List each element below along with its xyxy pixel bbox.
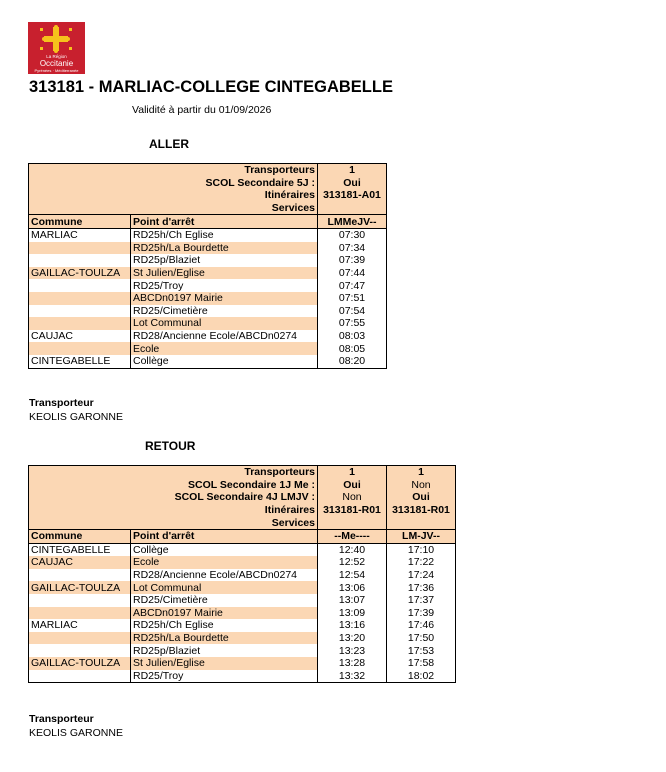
retour-col2-itineraire: 313181-R01 xyxy=(387,504,456,517)
stop-cell: Collège xyxy=(131,543,318,556)
retour-col1-transporteur: 1 xyxy=(318,466,387,479)
stop-cell: ABCDn0197 Mairie xyxy=(131,607,318,620)
time-cell: 12:54 xyxy=(318,569,387,582)
commune-cell xyxy=(29,670,131,683)
table-row xyxy=(29,619,456,632)
logo-line2: Occitanie xyxy=(39,59,74,68)
aller-col-itineraire: 313181-A01 xyxy=(318,189,387,202)
table-row xyxy=(29,317,387,330)
stop-cell: RD25/Cimetière xyxy=(131,305,318,318)
time-cell: 13:23 xyxy=(318,644,387,657)
table-row xyxy=(29,355,387,368)
time-cell: 13:06 xyxy=(318,581,387,594)
time-cell: 17:39 xyxy=(387,607,456,620)
table-row xyxy=(29,632,456,645)
retour-heading: RETOUR xyxy=(145,439,196,453)
stop-cell: RD25/Troy xyxy=(131,279,318,292)
time-cell: 17:50 xyxy=(387,632,456,645)
stop-cell: Lot Communal xyxy=(131,581,318,594)
commune-cell: MARLIAC xyxy=(29,619,131,632)
time-cell: 17:10 xyxy=(387,543,456,556)
table-row xyxy=(29,657,456,670)
commune-cell: CAUJAC xyxy=(29,330,131,343)
table-row xyxy=(29,670,456,683)
commune-cell xyxy=(29,279,131,292)
time-cell: 12:52 xyxy=(318,556,387,569)
time-cell: 07:30 xyxy=(318,228,387,241)
stop-cell: Collège xyxy=(131,355,318,368)
retour-col2-service1: Non xyxy=(387,479,456,492)
commune-cell: GAILLAC-TOULZA xyxy=(29,267,131,280)
commune-cell xyxy=(29,644,131,657)
time-cell: 17:37 xyxy=(387,594,456,607)
retour-col1-service1: Oui xyxy=(318,479,387,492)
commune-cell xyxy=(29,305,131,318)
retour-header-commune: Commune xyxy=(29,529,131,543)
retour-carrier-value: KEOLIS GARONNE xyxy=(29,727,123,739)
table-row xyxy=(29,254,387,267)
aller-label-transporteurs: Transporteurs xyxy=(29,164,318,177)
table-row xyxy=(29,644,456,657)
commune-cell: CINTEGABELLE xyxy=(29,543,131,556)
retour-label-services: Services xyxy=(29,516,318,529)
time-cell: 13:32 xyxy=(318,670,387,683)
stop-cell: RD25/Troy xyxy=(131,670,318,683)
stop-cell: RD28/Ancienne Ecole/ABCDn0274 xyxy=(131,569,318,582)
time-cell: 08:20 xyxy=(318,355,387,368)
retour-timetable xyxy=(28,465,456,683)
retour-col2-service2: Oui xyxy=(387,491,456,504)
time-cell: 07:39 xyxy=(318,254,387,267)
table-row xyxy=(29,556,456,569)
stop-cell: Ecole xyxy=(131,342,318,355)
stop-cell: RD28/Ancienne Ecole/ABCDn0274 xyxy=(131,330,318,343)
stop-cell: ABCDn0197 Mairie xyxy=(131,292,318,305)
logo-line3: Pyrénées · Méditerranée xyxy=(34,68,79,73)
stop-cell: RD25h/La Bourdette xyxy=(131,632,318,645)
aller-label-services: Services xyxy=(29,202,318,215)
commune-cell: GAILLAC-TOULZA xyxy=(29,581,131,594)
table-row xyxy=(29,305,387,318)
retour-col1-itineraire: 313181-R01 xyxy=(318,504,387,517)
commune-cell xyxy=(29,242,131,255)
time-cell: 13:28 xyxy=(318,657,387,670)
time-cell: 12:40 xyxy=(318,543,387,556)
retour-label-service2: SCOL Secondaire 4J LMJV : xyxy=(29,491,318,504)
retour-col2-transporteur: 1 xyxy=(387,466,456,479)
retour-header-point: Point d'arrêt xyxy=(131,529,318,543)
stop-cell: RD25h/La Bourdette xyxy=(131,242,318,255)
time-cell: 17:22 xyxy=(387,556,456,569)
time-cell: 07:44 xyxy=(318,267,387,280)
table-row xyxy=(29,543,456,556)
logo-line1: La Région xyxy=(46,54,67,59)
stop-cell: RD25p/Blaziet xyxy=(131,644,318,657)
table-row xyxy=(29,279,387,292)
stop-cell: Lot Communal xyxy=(131,317,318,330)
aller-header-commune: Commune xyxy=(29,215,131,229)
time-cell: 07:51 xyxy=(318,292,387,305)
time-cell: 13:20 xyxy=(318,632,387,645)
table-row xyxy=(29,267,387,280)
time-cell: 17:36 xyxy=(387,581,456,594)
table-row xyxy=(29,228,387,241)
time-cell: 17:53 xyxy=(387,644,456,657)
aller-label-itineraires: Itinéraires xyxy=(29,189,318,202)
stop-cell: RD25h/Ch Eglise xyxy=(131,228,318,241)
time-cell: 17:46 xyxy=(387,619,456,632)
aller-timetable xyxy=(28,163,387,369)
commune-cell xyxy=(29,607,131,620)
time-cell: 13:16 xyxy=(318,619,387,632)
commune-cell: GAILLAC-TOULZA xyxy=(29,657,131,670)
aller-carrier-value: KEOLIS GARONNE xyxy=(29,411,123,423)
time-cell: 07:34 xyxy=(318,242,387,255)
commune-cell: CAUJAC xyxy=(29,556,131,569)
retour-col1-days: --Me---- xyxy=(318,529,387,543)
commune-cell xyxy=(29,292,131,305)
stop-cell: St Julien/Eglise xyxy=(131,267,318,280)
retour-col2-days: LM-JV-- xyxy=(387,529,456,543)
retour-col1-service2: Non xyxy=(318,491,387,504)
aller-col-transporteur: 1 xyxy=(318,164,387,177)
retour-carrier-label: Transporteur xyxy=(29,713,94,725)
stop-cell: RD25/Cimetière xyxy=(131,594,318,607)
occitan-cross-icon xyxy=(37,25,75,53)
time-cell: 17:58 xyxy=(387,657,456,670)
table-row xyxy=(29,607,456,620)
commune-cell xyxy=(29,594,131,607)
time-cell: 07:47 xyxy=(318,279,387,292)
time-cell: 07:54 xyxy=(318,305,387,318)
time-cell: 17:24 xyxy=(387,569,456,582)
region-logo xyxy=(28,22,85,74)
time-cell: 13:07 xyxy=(318,594,387,607)
commune-cell xyxy=(29,317,131,330)
retour-label-service1: SCOL Secondaire 1J Me : xyxy=(29,479,318,492)
aller-heading: ALLER xyxy=(149,137,189,151)
time-cell: 18:02 xyxy=(387,670,456,683)
stop-cell: Ecole xyxy=(131,556,318,569)
table-row xyxy=(29,292,387,305)
commune-cell xyxy=(29,632,131,645)
table-row xyxy=(29,594,456,607)
stop-cell: RD25p/Blaziet xyxy=(131,254,318,267)
commune-cell xyxy=(29,569,131,582)
table-row xyxy=(29,342,387,355)
aller-col-service: Oui xyxy=(318,177,387,190)
time-cell: 08:05 xyxy=(318,342,387,355)
commune-cell xyxy=(29,254,131,267)
time-cell: 07:55 xyxy=(318,317,387,330)
time-cell: 08:03 xyxy=(318,330,387,343)
commune-cell xyxy=(29,342,131,355)
retour-label-itineraires: Itinéraires xyxy=(29,504,318,517)
table-row xyxy=(29,581,456,594)
aller-col-days: LMMeJV-- xyxy=(318,215,387,229)
page-title: 313181 - MARLIAC-COLLEGE CINTEGABELLE xyxy=(29,78,393,96)
retour-label-transporteurs: Transporteurs xyxy=(29,466,318,479)
aller-label-service: SCOL Secondaire 5J : xyxy=(29,177,318,190)
aller-carrier-label: Transporteur xyxy=(29,397,94,409)
table-row xyxy=(29,569,456,582)
validity-date: Validité à partir du 01/09/2026 xyxy=(132,104,272,116)
commune-cell: MARLIAC xyxy=(29,228,131,241)
stop-cell: RD25h/Ch Eglise xyxy=(131,619,318,632)
stop-cell: St Julien/Eglise xyxy=(131,657,318,670)
time-cell: 13:09 xyxy=(318,607,387,620)
table-row xyxy=(29,242,387,255)
table-row xyxy=(29,330,387,343)
aller-header-point: Point d'arrêt xyxy=(131,215,318,229)
commune-cell: CINTEGABELLE xyxy=(29,355,131,368)
